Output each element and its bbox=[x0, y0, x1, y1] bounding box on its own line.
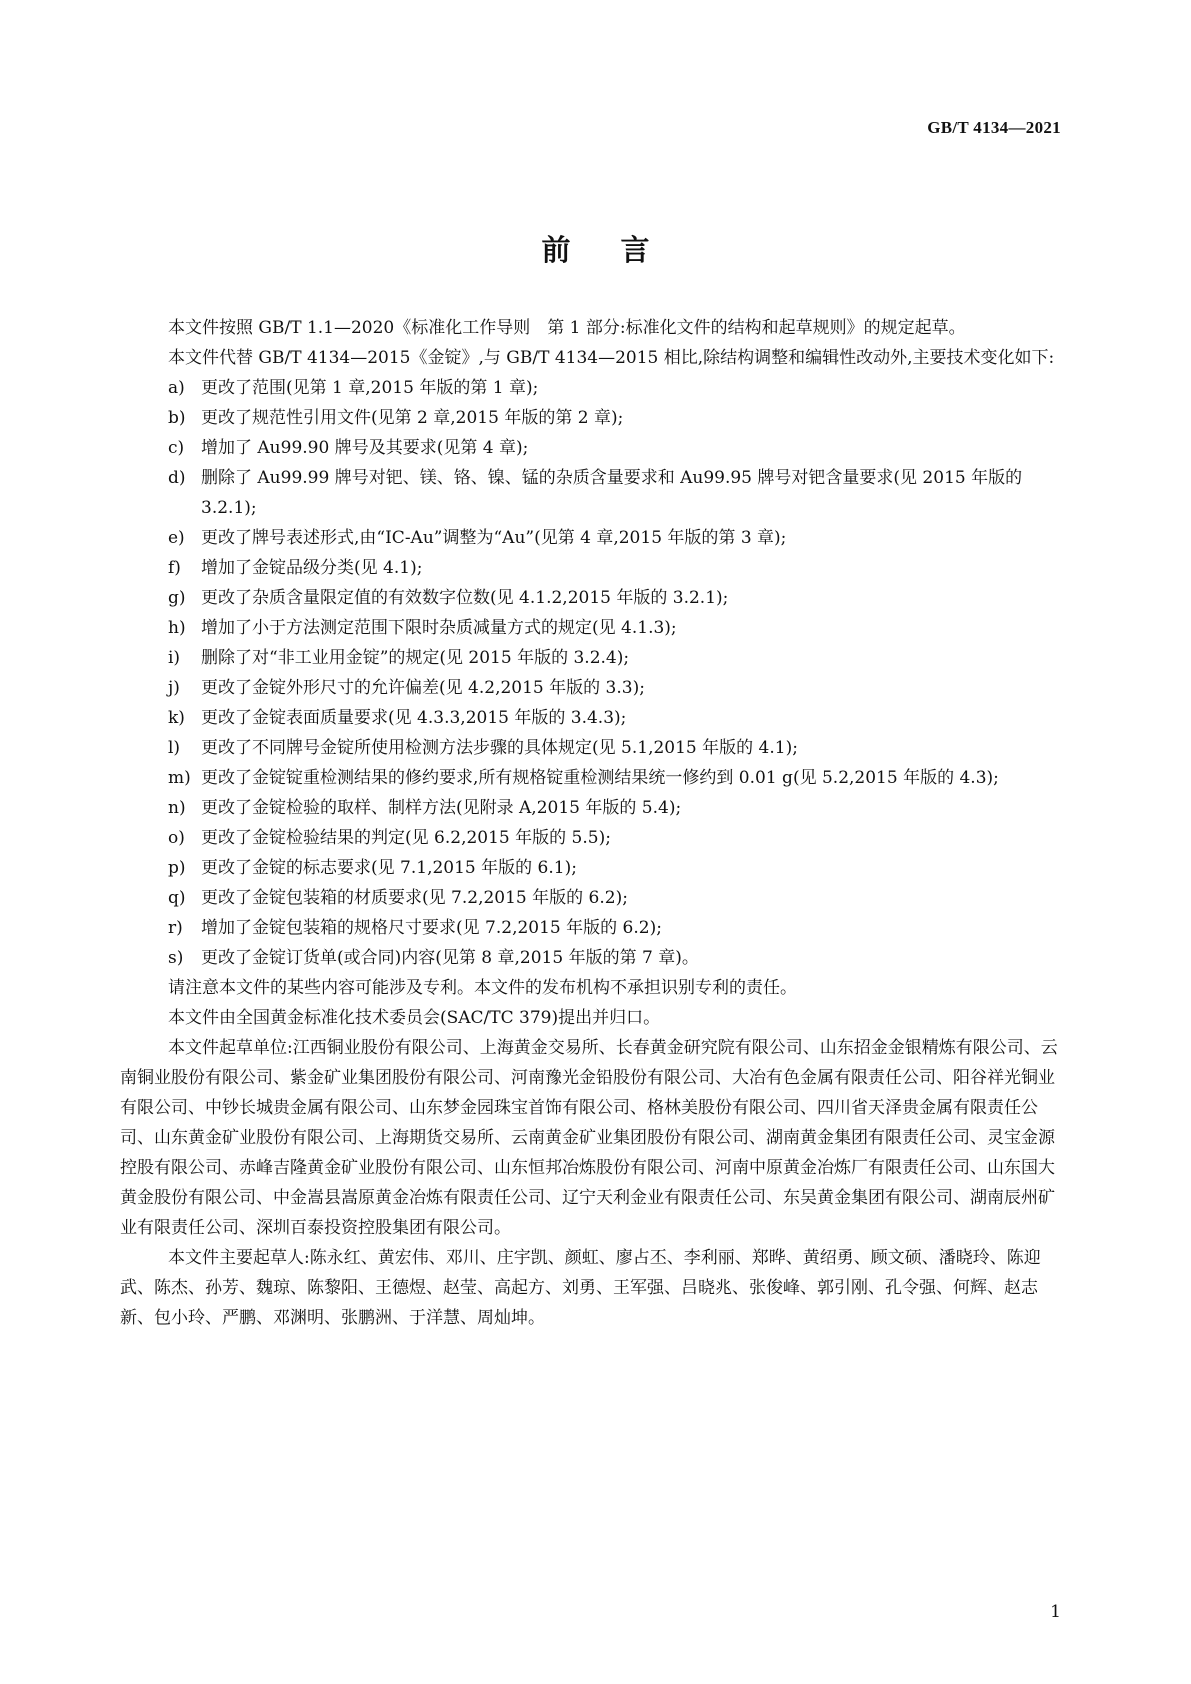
list-item-marker: n) bbox=[168, 798, 186, 818]
list-item bbox=[120, 373, 1069, 403]
list-item-marker: c) bbox=[168, 438, 185, 458]
list-item-marker: k) bbox=[168, 708, 185, 728]
list-item-marker: h) bbox=[168, 618, 186, 638]
patent-notice: 请注意本文件的某些内容可能涉及专利。本文件的发布机构不承担识别专利的责任。 bbox=[168, 978, 797, 998]
page-number: 1 bbox=[1050, 1602, 1061, 1622]
list-item bbox=[120, 943, 1069, 973]
list-item bbox=[120, 583, 1069, 613]
list-item bbox=[120, 703, 1069, 733]
list-item-text: 更改了金锭的标志要求(见 7.1,2015 年版的 6.1); bbox=[201, 858, 577, 878]
proposer-statement: 本文件由全国黄金标准化技术委员会(SAC/TC 379)提出并归口。 bbox=[168, 1008, 661, 1028]
list-item-text: 更改了范围(见第 1 章,2015 年版的第 1 章); bbox=[201, 378, 539, 398]
list-item-marker: i) bbox=[168, 648, 181, 668]
list-item-marker: a) bbox=[168, 378, 185, 398]
list-item-text: 更改了不同牌号金锭所使用检测方法步骤的具体规定(见 5.1,2015 年版的 4.1); bbox=[201, 738, 798, 758]
list-item bbox=[120, 523, 1069, 553]
change-list bbox=[120, 373, 1069, 973]
list-item bbox=[120, 763, 1069, 793]
list-item-marker: o) bbox=[168, 828, 185, 848]
list-item bbox=[120, 403, 1069, 433]
list-item-text: 增加了小于方法测定范围下限时杂质减量方式的规定(见 4.1.3); bbox=[201, 618, 677, 638]
list-item-text: 更改了金锭检验结果的判定(见 6.2,2015 年版的 5.5); bbox=[201, 828, 611, 848]
list-item-marker: d) bbox=[168, 468, 186, 488]
list-item-marker: b) bbox=[168, 408, 186, 428]
list-item bbox=[120, 553, 1069, 583]
list-item bbox=[120, 613, 1069, 643]
list-item bbox=[120, 823, 1069, 853]
list-item-marker: e) bbox=[168, 528, 185, 548]
list-item-text: 更改了金锭订货单(或合同)内容(见第 8 章,2015 年版的第 7 章)。 bbox=[201, 948, 699, 968]
list-item-text: 更改了牌号表述形式,由“IC-Au”调整为“Au”(见第 4 章,2015 年版的第 3 章); bbox=[201, 528, 787, 548]
drafting-units: 本文件起草单位:江西铜业股份有限公司、上海黄金交易所、长春黄金研究院有限公司、山东招金金银精炼有限公司、云南铜业股份有限公司、紫金矿业集团股份有限公司、河南豫光金铅股份有限公司、大冶有色金属有限责任公司、阳谷祥光铜业有限公司、中钞长城贵金属有限公司、山东梦金园珠宝首饰有限公司、格林美股份有限公司、四川省天泽贵金属有限责任公司、山东黄金矿业股份有限公司、上海期货交易所、云南黄金矿业集团股份有限公司、湖南黄金集团有限责任公司、灵宝金源控股有限公司、赤峰吉隆黄金矿业股份有限公司、山东恒邦冶炼股份有限公司、河南中原黄金冶炼厂有限责任公司、山东国大黄金股份有限公司、中金嵩县嵩原黄金冶炼有限责任公司、辽宁天利金业有限责任公司、东吴黄金集团有限公司、湖南辰州矿业有限责任公司、深圳百泰投资控股集团有限公司。 bbox=[120, 1038, 1058, 1238]
intro-paragraph-drafting-rules: 本文件按照 GB/T 1.1—2020《标准化工作导则 第 1 部分:标准化文件的结构和起草规则》的规定起草。 bbox=[168, 318, 966, 338]
list-item bbox=[120, 463, 1069, 523]
list-item-text: 更改了金锭表面质量要求(见 4.3.3,2015 年版的 3.4.3); bbox=[201, 708, 627, 728]
list-item-text: 更改了金锭锭重检测结果的修约要求,所有规格锭重检测结果统一修约到 0.01 g(见 5.2,2015 年版的 4.3); bbox=[201, 768, 999, 788]
list-item-marker: q) bbox=[168, 888, 186, 908]
list-item bbox=[120, 913, 1069, 943]
list-item bbox=[120, 673, 1069, 703]
list-item bbox=[120, 853, 1069, 883]
list-item bbox=[120, 433, 1069, 463]
list-item-text: 更改了杂质含量限定值的有效数字位数(见 4.1.2,2015 年版的 3.2.1); bbox=[201, 588, 729, 608]
list-item-text: 更改了金锭外形尺寸的允许偏差(见 4.2,2015 年版的 3.3); bbox=[201, 678, 645, 698]
list-item-text: 更改了金锭包装箱的材质要求(见 7.2,2015 年版的 6.2); bbox=[201, 888, 628, 908]
title-char-2: 言 bbox=[620, 233, 650, 267]
list-item-marker: l) bbox=[168, 738, 181, 758]
list-item-marker: g) bbox=[168, 588, 186, 608]
list-item-marker: f) bbox=[168, 558, 181, 578]
main-drafters: 本文件主要起草人:陈永红、黄宏伟、邓川、庄宇凯、颜虹、廖占丕、李利丽、郑晔、黄绍勇、顾文硕、潘晓玲、陈迎武、陈杰、孙芳、魏琼、陈黎阳、王德煜、赵莹、高起方、刘勇、王军强、吕晓兆、张俊峰、郭引刚、孔令强、何辉、赵志新、包小玲、严鹏、邓渊明、张鹏洲、于洋慧、周灿坤。 bbox=[120, 1248, 1041, 1328]
list-item-text: 更改了规范性引用文件(见第 2 章,2015 年版的第 2 章); bbox=[201, 408, 624, 428]
list-item-marker: j) bbox=[168, 678, 180, 698]
list-item-marker: s) bbox=[168, 948, 184, 968]
foreword-body bbox=[120, 313, 1069, 1333]
list-item-marker: m) bbox=[168, 768, 191, 788]
list-item-text: 增加了金锭包装箱的规格尺寸要求(见 7.2,2015 年版的 6.2); bbox=[201, 918, 662, 938]
intro-paragraph-replacement: 本文件代替 GB/T 4134—2015《金锭》,与 GB/T 4134—2015 相比,除结构调整和编辑性改动外,主要技术变化如下: bbox=[168, 348, 1055, 368]
list-item-text: 增加了 Au99.90 牌号及其要求(见第 4 章); bbox=[201, 438, 529, 458]
title-char-1: 前 bbox=[541, 233, 571, 267]
standard-number: GB/T 4134—2021 bbox=[927, 118, 1061, 137]
list-item bbox=[120, 883, 1069, 913]
list-item-text: 删除了 Au99.99 牌号对钯、镁、铬、镍、锰的杂质含量要求和 Au99.95 牌号对钯含量要求(见 2015 年版的 3.2.1); bbox=[201, 468, 1023, 518]
list-item bbox=[120, 793, 1069, 823]
list-item-text: 删除了对“非工业用金锭”的规定(见 2015 年版的 3.2.4); bbox=[201, 648, 630, 668]
list-item bbox=[120, 643, 1069, 673]
list-item-marker: p) bbox=[168, 858, 186, 878]
list-item-marker: r) bbox=[168, 918, 183, 938]
list-item-text: 增加了金锭品级分类(见 4.1); bbox=[201, 558, 423, 578]
list-item bbox=[120, 733, 1069, 763]
page-title bbox=[0, 228, 1191, 269]
list-item-text: 更改了金锭检验的取样、制样方法(见附录 A,2015 年版的 5.4); bbox=[201, 798, 682, 818]
